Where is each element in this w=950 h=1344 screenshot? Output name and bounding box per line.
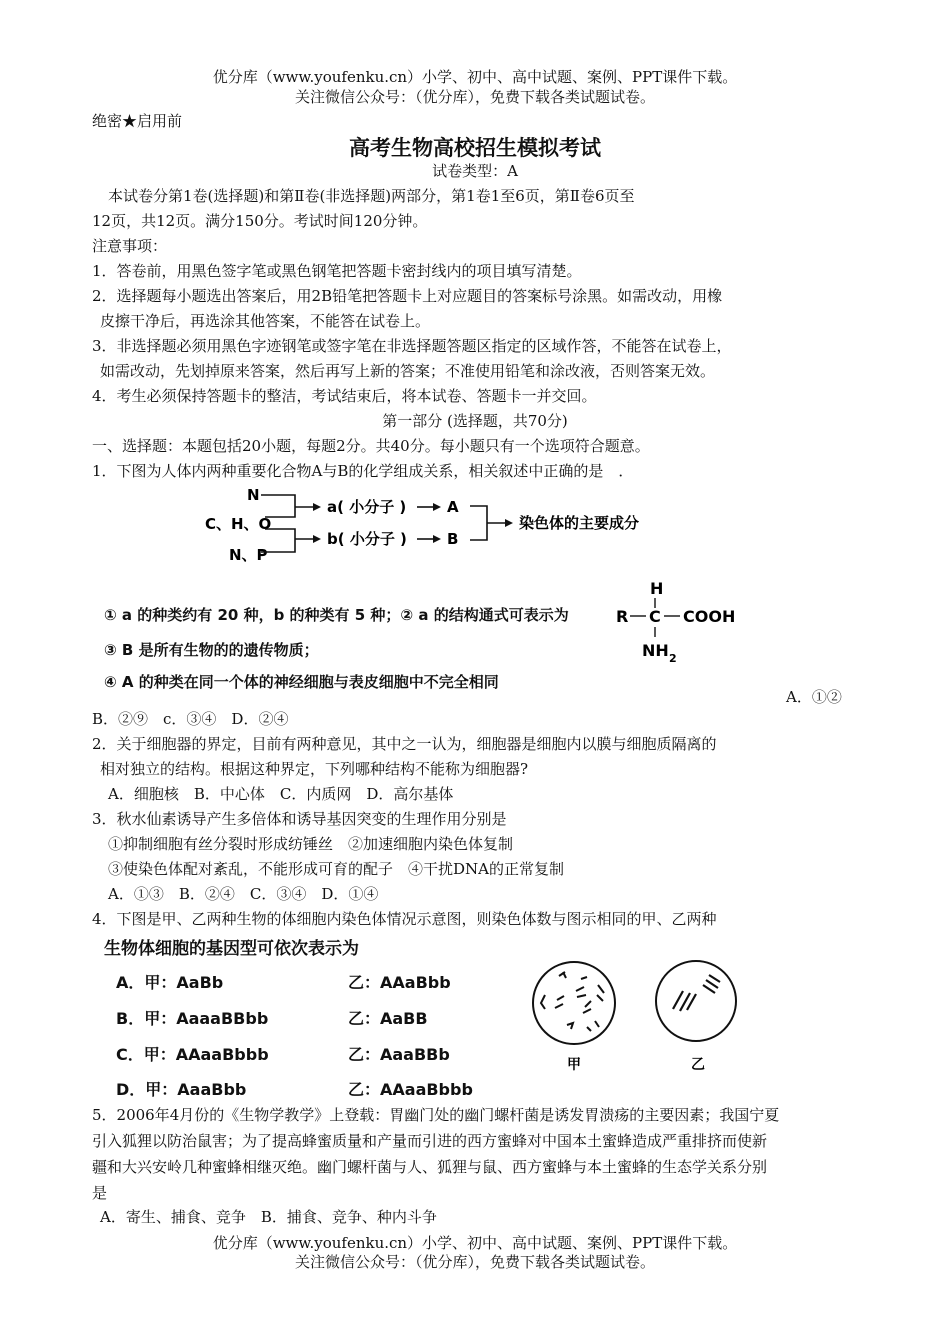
page-footer-line1: 优分库（www.youfenku.cn）小学、初中、高中试题、案例、PPT课件下载。 [212,1234,738,1252]
q3-line3: ③使染色体配对紊乱，不能形成可育的配子 ④干扰DNA的正常复制 [108,860,564,878]
q4-option-c-left: C．甲：AAaaBbbb [116,1045,269,1064]
intro-line2: 12页，共12页。满分150分。考试时间120分钟。 [92,212,428,230]
q5-line4: 是 [92,1184,108,1202]
q1-statement-1-2: ① a 的种类约有 20 种，b 的种类有 5 种；② a 的结构通式可表示为 [104,606,569,624]
q4-option-c-right: 乙：AaaBBb [348,1045,450,1064]
page-footer-line2: 关注微信公众号：（优分库），免费下载各类试题试卷。 [294,1253,655,1271]
q4-option-a-left: A．甲：AaBb [116,973,224,992]
diagram-b: b( 小分子 ) [327,530,407,548]
q5-line2: 引入狐狸以防治鼠害；为了提高蜂蜜质量和产量而引进的西方蜜蜂对中国本土蜜蜂造成严重排挤而使新 [92,1132,768,1150]
cell-yi-label: 乙 [691,1057,705,1073]
q4-option-a-right: 乙：AAaBbb [348,973,451,992]
q5-options: A．寄生、捕食、竞争 B．捕食、竞争、种内斗争 [100,1208,437,1226]
note-1: 1．答卷前，用黑色签字笔或黑色钢笔把答题卡密封线内的项目填写清楚。 [92,262,582,280]
formula-c: C [649,607,661,626]
part1-heading: 第一部分 (选择题，共70分) [382,412,568,430]
section1-heading: 一、选择题：本题包括20小题，每题2分。共40分。每小题只有一个选项符合题意。 [92,437,650,455]
diagram-a: a( 小分子 ) [327,498,407,516]
q4-option-b-left: B．甲：AaaaBBbb [116,1009,269,1028]
q1-stem: 1．下图为人体内两种重要化合物A与B的化学组成关系，相关叙述中正确的是 ． [92,462,634,480]
q3-options: A．①③ B．②④ C．③④ D．①④ [108,885,379,903]
formula-r: R [616,607,629,626]
q1-statement-3: ③ B 是所有生物的的遗传物质； [104,641,319,659]
q1-composition-diagram [195,482,675,572]
note-2a: 2．选择题每小题选出答案后，用2B铅笔把答题卡上对应题目的答案标号涂黑。如需改动，用橡 [92,287,723,305]
page-header-line2: 关注微信公众号：（优分库），免费下载各类试题试卷。 [294,88,655,106]
diagram-cho: C、H、O [205,515,272,533]
q1-option-a: A．①② [786,688,842,706]
diagram-A: A [447,498,459,516]
confidential-label: 绝密★启用前 [92,112,183,130]
q4-line2: 生物体细胞的基因型可依次表示为 [104,939,359,959]
page-header-line1: 优分库（www.youfenku.cn）小学、初中、高中试题、案例、PPT课件下载。 [212,68,738,86]
paper-type: 试卷类型：A [432,162,518,180]
formula-cooh: COOH [683,607,736,626]
q5-line1: 5．2006年4月份的《生物学教学》上登载：胃幽门处的幽门螺杆菌是诱发胃溃疡的主要因素；我国宁夏 [92,1106,780,1124]
q3-line2: ①抑制细胞有丝分裂时形成纺锤丝 ②加速细胞内染色体复制 [108,835,514,853]
intro-line1: 本试卷分第1卷(选择题)和第Ⅱ卷(非选择题)两部分，第1卷1至6页，第Ⅱ卷6页至 [108,187,635,205]
cell-yi [656,961,736,1041]
note-2b: 皮擦干净后，再选涂其他答案，不能答在试卷上。 [100,312,431,330]
cell-jia [533,962,615,1044]
diagram-result: 染色体的主要成分 [519,514,640,532]
q4-cell-diagram [525,955,745,1080]
formula-h: H [650,579,664,598]
diagram-n: N [247,486,260,504]
cell-jia-label: 甲 [567,1057,581,1073]
notes-heading: 注意事项： [92,237,168,255]
q4-option-d-left: D．甲：AaaBbb [116,1080,247,1099]
q2-line1: 2．关于细胞器的界定，目前有两种意见，其中之一认为，细胞器是细胞内以膜与细胞质隔离的 [92,735,717,753]
diagram-np: N、P [229,546,268,564]
note-4: 4．考生必须保持答题卡的整洁，考试结束后，将本试卷、答题卡一并交回。 [92,387,597,405]
amino-acid-formula [612,574,752,666]
formula-nh2: NH [642,641,669,660]
note-3b: 如需改动，先划掉原来答案，然后再写上新的答案；不准使用铅笔和涂改液，否则答案无效。 [100,362,716,380]
formula-subscript: 2 [669,652,677,665]
exam-title: 高考生物高校招生模拟考试 [349,135,601,160]
q2-options: A．细胞核 B．中心体 C．内质网 D．高尔基体 [108,785,454,803]
note-3a: 3．非选择题必须用黑色字迹钢笔或签字笔在非选择题答题区指定的区域作答，不能答在试卷上， [92,337,732,355]
q4-option-d-right: 乙：AAaaBbbb [348,1080,473,1099]
q2-line2: 相对独立的结构。根据这种界定，下列哪种结构不能称为细胞器? [100,760,529,778]
q4-option-b-right: 乙：AaBB [348,1009,428,1028]
diagram-B: B [447,530,459,548]
q5-line3: 疆和大兴安岭几种蜜蜂相继灭绝。幽门螺杆菌与人、狐狸与鼠、西方蜜蜂与本土蜜蜂的生态学关系分别 [92,1158,768,1176]
q4-line1: 4．下图是甲、乙两种生物的体细胞内染色体情况示意图，则染色体数与图示相同的甲、乙两种 [92,910,717,928]
q1-options-bcd: B．②⑨ c．③④ D．②④ [92,710,289,728]
q1-statement-4: ④ A 的种类在同一个体的神经细胞与表皮细胞中不完全相同 [104,673,499,691]
q3-line1: 3．秋水仙素诱导产生多倍体和诱导基因突变的生理作用分别是 [92,810,507,828]
